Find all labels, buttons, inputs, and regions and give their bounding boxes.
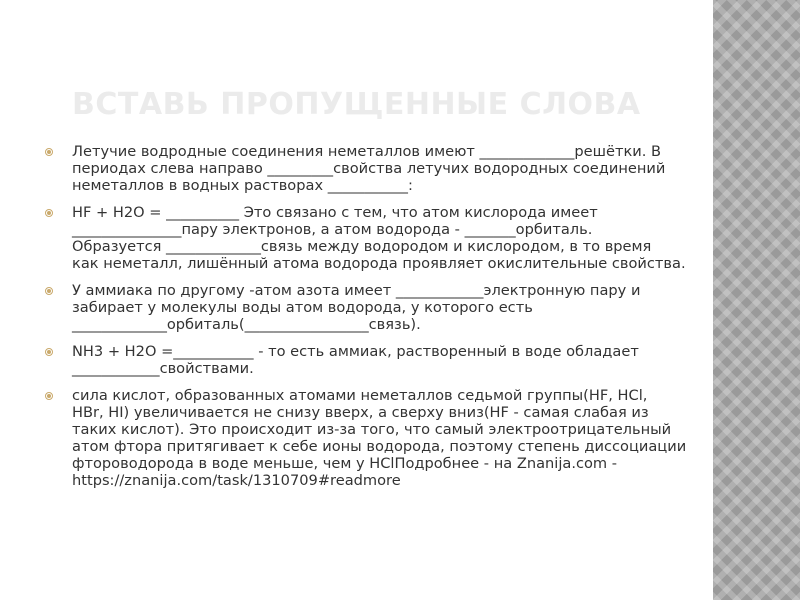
- list-item-text: NH3 + H2O =___________ - то есть аммиак, растворенный в воде обладает ____________свойствами.: [72, 343, 639, 377]
- list-item-text: У аммиака по другому -атом азота имеет ____________электронную пару и забирает у молекулы воды атом водорода, у которого есть _____________орбиталь(_________________связь).: [72, 282, 641, 333]
- slide-title: ВСТАВЬ ПРОПУЩЕННЫЕ СЛОВА: [72, 87, 641, 122]
- bullet-icon: [44, 391, 54, 401]
- bullet-icon: [44, 208, 54, 218]
- list-item-text: сила кислот, образованных атомами неметаллов седьмой группы(HF, HCl, HBr, HI) увеличивается не снизу вверх, а сверху вниз(HF - самая слабая из таких кислот). Это происходит из-за того, что самый электроотрицательный атом фтора притягивает к себе ионы водорода, поэтому степень диссоциации фтороводорода в воде меньше, чем у HClПодробнее - на Znanija.com - https://znanija.com/task/1310709#readmore: [72, 387, 687, 489]
- list-item-text: HF + H2O = __________ Это связано с тем, что атом кислорода имеет _______________пару электронов, а атом водорода - _______орбиталь. Образуется _____________связь между водородом и кислородом, в то время как неметалл, лишённый атома водорода проявляет окислительные свойства.: [72, 204, 686, 272]
- list-item: [44, 282, 720, 333]
- bullet-icon: [44, 286, 54, 296]
- bullet-icon: [44, 147, 54, 157]
- list-item: [44, 204, 720, 272]
- list-item: [44, 387, 720, 489]
- bullet-list: [44, 143, 720, 499]
- bullet-icon: [44, 347, 54, 357]
- list-item-text: Летучие водродные соединения неметаллов имеют _____________решётки. В периодах слева направо _________свойства летучих водородных соединений неметаллов в водных растворах ___________:: [72, 143, 666, 194]
- list-item: [44, 343, 720, 377]
- list-item: [44, 143, 720, 194]
- decorative-side-band: [713, 0, 800, 600]
